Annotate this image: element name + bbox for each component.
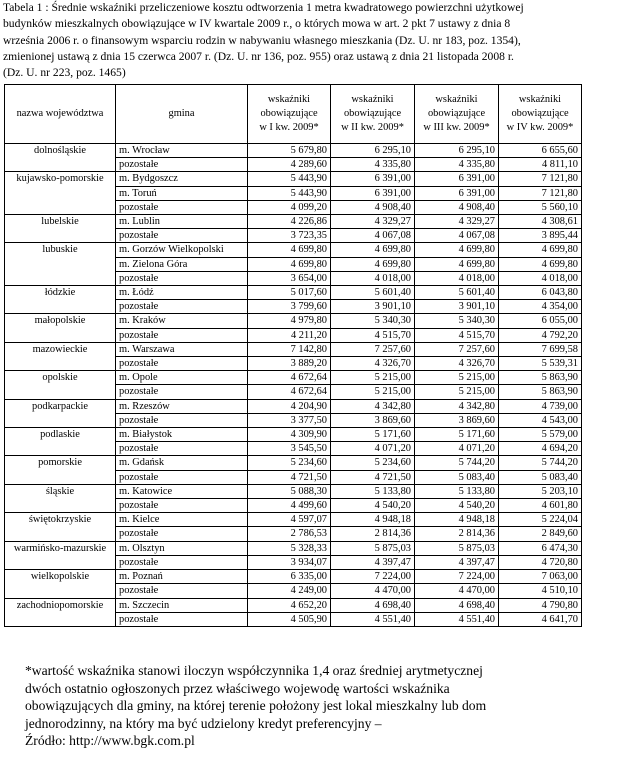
value-cell-q3: 4 397,47 xyxy=(415,555,499,569)
gmina-cell: m. Łódź xyxy=(116,286,248,300)
value-cell-q4: 5 560,10 xyxy=(499,200,582,214)
gmina-cell: m. Bydgoszcz xyxy=(116,172,248,186)
value-cell-q1: 4 652,20 xyxy=(248,598,331,612)
value-cell-q2: 3 901,10 xyxy=(331,300,415,314)
value-cell-q1: 5 443,90 xyxy=(248,186,331,200)
voivodeship-cell: dolnośląskie xyxy=(5,144,116,172)
value-cell-q2: 5 215,00 xyxy=(331,371,415,385)
footnote xyxy=(25,662,635,732)
value-cell-q3: 5 133,80 xyxy=(415,484,499,498)
value-cell-q2: 4 342,80 xyxy=(331,399,415,413)
value-cell-q3: 3 869,60 xyxy=(415,413,499,427)
value-cell-q2: 4 699,80 xyxy=(331,243,415,257)
value-cell-q1: 5 328,33 xyxy=(248,541,331,555)
source-line: Źródło: http://www.bgk.com.pl xyxy=(25,733,195,748)
table-row xyxy=(5,541,582,555)
gmina-cell: m. Kraków xyxy=(116,314,248,328)
value-cell-q1: 2 786,53 xyxy=(248,527,331,541)
voivodeship-cell: lubuskie xyxy=(5,243,116,286)
value-cell-q4: 4 018,00 xyxy=(499,271,582,285)
value-cell-q4: 7 063,00 xyxy=(499,570,582,584)
gmina-cell: m. Poznań xyxy=(116,570,248,584)
value-cell-q1: 4 249,00 xyxy=(248,584,331,598)
value-cell-q4: 5 083,40 xyxy=(499,470,582,484)
value-cell-q1: 7 142,80 xyxy=(248,342,331,356)
value-cell-q1: 5 088,30 xyxy=(248,484,331,498)
value-cell-q4: 2 849,60 xyxy=(499,527,582,541)
value-cell-q4: 5 203,10 xyxy=(499,484,582,498)
value-cell-q3: 4 329,27 xyxy=(415,215,499,229)
value-cell-q2: 4 018,00 xyxy=(331,271,415,285)
value-cell-q4: 4 792,20 xyxy=(499,328,582,342)
value-cell-q2: 6 295,10 xyxy=(331,144,415,158)
value-cell-q1: 5 679,80 xyxy=(248,144,331,158)
header-q2 xyxy=(331,85,415,144)
value-cell-q2: 4 908,40 xyxy=(331,200,415,214)
gmina-cell: m. Gdańsk xyxy=(116,456,248,470)
value-cell-q2: 4 470,00 xyxy=(331,584,415,598)
header-gmina: gmina xyxy=(116,85,248,144)
value-cell-q3: 5 083,40 xyxy=(415,470,499,484)
voivodeship-cell: małopolskie xyxy=(5,314,116,342)
value-cell-q4: 7 121,80 xyxy=(499,186,582,200)
value-cell-q4: 4 699,80 xyxy=(499,243,582,257)
gmina-cell: pozostałe xyxy=(116,200,248,214)
value-cell-q3: 4 018,00 xyxy=(415,271,499,285)
voivodeship-cell: podkarpackie xyxy=(5,399,116,427)
value-cell-q3: 5 215,00 xyxy=(415,371,499,385)
gmina-cell: pozostałe xyxy=(116,527,248,541)
value-cell-q2: 6 391,00 xyxy=(331,186,415,200)
value-cell-q2: 4 721,50 xyxy=(331,470,415,484)
value-cell-q2: 3 869,60 xyxy=(331,413,415,427)
caption-line: zmienionej ustawą z dnia 15 czerwca 2007 r. (Dz. U. nr 136, poz. 955) oraz ustawą z dnia 21 listopada 2008 r. xyxy=(3,49,514,63)
value-cell-q1: 4 721,50 xyxy=(248,470,331,484)
gmina-cell: pozostałe xyxy=(116,300,248,314)
value-cell-q4: 4 543,00 xyxy=(499,413,582,427)
gmina-cell: pozostałe xyxy=(116,499,248,513)
gmina-cell: pozostałe xyxy=(116,612,248,626)
gmina-cell: m. Gorzów Wielkopolski xyxy=(116,243,248,257)
value-cell-q3: 2 814,36 xyxy=(415,527,499,541)
header-voivodeship: nazwa województwa xyxy=(5,85,116,144)
gmina-cell: m. Rzeszów xyxy=(116,399,248,413)
value-cell-q3: 3 901,10 xyxy=(415,300,499,314)
value-cell-q4: 4 811,10 xyxy=(499,158,582,172)
footnote-line: jednorodzinny, na który ma być udzielony kredyt preferencyjny – xyxy=(25,715,382,731)
value-cell-q2: 4 948,18 xyxy=(331,513,415,527)
value-cell-q3: 5 171,60 xyxy=(415,428,499,442)
value-cell-q2: 4 335,80 xyxy=(331,158,415,172)
voivodeship-cell: pomorskie xyxy=(5,456,116,484)
header-q2-line: wskaźniki xyxy=(351,94,394,105)
voivodeship-cell: podlaskie xyxy=(5,428,116,456)
value-cell-q1: 5 234,60 xyxy=(248,456,331,470)
gmina-cell: m. Opole xyxy=(116,371,248,385)
header-q3-line: obowiązujące xyxy=(427,108,486,119)
value-cell-q4: 4 739,00 xyxy=(499,399,582,413)
header-q1-line: w I kw. 2009* xyxy=(259,122,319,133)
value-cell-q3: 5 744,20 xyxy=(415,456,499,470)
gmina-cell: pozostałe xyxy=(116,442,248,456)
value-cell-q3: 4 908,40 xyxy=(415,200,499,214)
gmina-cell: m. Zielona Góra xyxy=(116,257,248,271)
value-cell-q3: 4 470,00 xyxy=(415,584,499,598)
table-caption xyxy=(3,0,640,81)
gmina-cell: m. Katowice xyxy=(116,484,248,498)
value-cell-q3: 6 391,00 xyxy=(415,186,499,200)
gmina-cell: pozostałe xyxy=(116,357,248,371)
header-q3-line: wskaźniki xyxy=(435,94,478,105)
table-row xyxy=(5,144,582,158)
value-cell-q2: 4 326,70 xyxy=(331,357,415,371)
footnote-line: *wartość wskaźnika stanowi iloczyn współczynnika 1,4 oraz średniej arytmetycznej xyxy=(25,663,483,678)
value-cell-q2: 5 875,03 xyxy=(331,541,415,555)
header-q2-line: obowiązujące xyxy=(343,108,402,119)
value-cell-q1: 3 377,50 xyxy=(248,413,331,427)
value-cell-q3: 5 601,40 xyxy=(415,286,499,300)
value-cell-q1: 4 499,60 xyxy=(248,499,331,513)
value-cell-q4: 4 694,20 xyxy=(499,442,582,456)
table-row xyxy=(5,172,582,186)
value-cell-q2: 4 699,80 xyxy=(331,257,415,271)
value-cell-q2: 4 397,47 xyxy=(331,555,415,569)
value-cell-q3: 4 515,70 xyxy=(415,328,499,342)
value-cell-q2: 6 391,00 xyxy=(331,172,415,186)
value-cell-q2: 7 257,60 xyxy=(331,342,415,356)
value-cell-q4: 6 474,30 xyxy=(499,541,582,555)
gmina-cell: m. Toruń xyxy=(116,186,248,200)
gmina-cell: m. Lublin xyxy=(116,215,248,229)
header-q4 xyxy=(499,85,582,144)
value-cell-q1: 3 654,00 xyxy=(248,271,331,285)
voivodeship-cell: świętokrzyskie xyxy=(5,513,116,541)
value-cell-q3: 4 342,80 xyxy=(415,399,499,413)
value-cell-q4: 4 641,70 xyxy=(499,612,582,626)
value-cell-q3: 5 875,03 xyxy=(415,541,499,555)
value-cell-q3: 5 215,00 xyxy=(415,385,499,399)
value-cell-q1: 4 211,20 xyxy=(248,328,331,342)
voivodeship-cell: łódzkie xyxy=(5,286,116,314)
caption-line: (Dz. U. nr 223, poz. 1465) xyxy=(3,66,126,80)
value-cell-q1: 3 799,60 xyxy=(248,300,331,314)
value-cell-q2: 5 234,60 xyxy=(331,456,415,470)
voivodeship-cell: lubelskie xyxy=(5,215,116,243)
voivodeship-cell: opolskie xyxy=(5,371,116,399)
value-cell-q3: 6 295,10 xyxy=(415,144,499,158)
footnote-line: dwóch ostatnio ogłoszonych przez właściwego wojewodę wartości wskaźnika xyxy=(25,680,450,696)
footnote-line: obowiązujących dla gminy, na której terenie położony jest lokal mieszkalny lub dom xyxy=(25,698,487,713)
value-cell-q3: 4 067,08 xyxy=(415,229,499,243)
value-cell-q2: 4 551,40 xyxy=(331,612,415,626)
value-cell-q1: 3 934,07 xyxy=(248,555,331,569)
value-cell-q4: 4 601,80 xyxy=(499,499,582,513)
header-q4-line: wskaźniki xyxy=(518,94,562,105)
value-cell-q3: 4 335,80 xyxy=(415,158,499,172)
value-cell-q1: 5 017,60 xyxy=(248,286,331,300)
table-row xyxy=(5,456,582,470)
value-cell-q1: 4 979,80 xyxy=(248,314,331,328)
value-cell-q4: 7 121,80 xyxy=(499,172,582,186)
value-cell-q1: 4 699,80 xyxy=(248,243,331,257)
value-cell-q1: 3 545,50 xyxy=(248,442,331,456)
value-cell-q1: 6 335,00 xyxy=(248,570,331,584)
value-cell-q1: 4 699,80 xyxy=(248,257,331,271)
table-body xyxy=(5,144,582,627)
table-row xyxy=(5,314,582,328)
voivodeship-cell: mazowieckie xyxy=(5,342,116,370)
value-cell-q3: 4 551,40 xyxy=(415,612,499,626)
gmina-cell: m. Szczecin xyxy=(116,598,248,612)
table-row xyxy=(5,428,582,442)
value-cell-q1: 4 672,64 xyxy=(248,385,331,399)
header-row xyxy=(5,85,582,144)
gmina-cell: m. Wrocław xyxy=(116,144,248,158)
table-row xyxy=(5,484,582,498)
value-cell-q4: 4 354,00 xyxy=(499,300,582,314)
value-cell-q2: 5 215,00 xyxy=(331,385,415,399)
header-q1 xyxy=(248,85,331,144)
table-row xyxy=(5,215,582,229)
value-cell-q2: 4 071,20 xyxy=(331,442,415,456)
table-row xyxy=(5,371,582,385)
value-cell-q4: 4 699,80 xyxy=(499,257,582,271)
header-q3-line: w III kw. 2009* xyxy=(423,122,490,133)
gmina-cell: m. Białystok xyxy=(116,428,248,442)
caption-line: Tabela 1 : Średnie wskaźniki przeliczeniowe kosztu odtworzenia 1 metra kwadratowego powierzchni użytkowej xyxy=(3,1,524,14)
value-cell-q1: 5 443,90 xyxy=(248,172,331,186)
gmina-cell: pozostałe xyxy=(116,413,248,427)
value-cell-q2: 5 340,30 xyxy=(331,314,415,328)
value-cell-q1: 4 289,60 xyxy=(248,158,331,172)
value-cell-q2: 4 698,40 xyxy=(331,598,415,612)
caption-line: budynków mieszkalnych obowiązujące w IV kwartale 2009 r., o których mowa w art. 2 pkt 7 ustawy z dnia 8 xyxy=(3,17,511,31)
header-q3 xyxy=(415,85,499,144)
value-cell-q3: 4 948,18 xyxy=(415,513,499,527)
value-cell-q4: 4 790,80 xyxy=(499,598,582,612)
value-cell-q3: 4 699,80 xyxy=(415,243,499,257)
coefficients-table xyxy=(4,84,582,627)
value-cell-q3: 4 699,80 xyxy=(415,257,499,271)
gmina-cell: pozostałe xyxy=(116,229,248,243)
value-cell-q1: 4 204,90 xyxy=(248,399,331,413)
gmina-cell: m. Kielce xyxy=(116,513,248,527)
value-cell-q3: 6 391,00 xyxy=(415,172,499,186)
value-cell-q1: 4 309,90 xyxy=(248,428,331,442)
value-cell-q1: 4 505,90 xyxy=(248,612,331,626)
value-cell-q2: 2 814,36 xyxy=(331,527,415,541)
header-q1-line: wskaźniki xyxy=(267,94,311,105)
table-row xyxy=(5,598,582,612)
table-row xyxy=(5,286,582,300)
value-cell-q3: 4 326,70 xyxy=(415,357,499,371)
value-cell-q4: 7 699,58 xyxy=(499,342,582,356)
gmina-cell: pozostałe xyxy=(116,158,248,172)
value-cell-q3: 4 540,20 xyxy=(415,499,499,513)
gmina-cell: pozostałe xyxy=(116,328,248,342)
value-cell-q2: 5 601,40 xyxy=(331,286,415,300)
header-q1-line: obowiązujące xyxy=(260,108,318,119)
gmina-cell: m. Olsztyn xyxy=(116,541,248,555)
voivodeship-cell: kujawsko-pomorskie xyxy=(5,172,116,215)
voivodeship-cell: śląskie xyxy=(5,484,116,512)
value-cell-q4: 6 043,80 xyxy=(499,286,582,300)
value-cell-q4: 5 863,90 xyxy=(499,385,582,399)
value-cell-q2: 5 133,80 xyxy=(331,484,415,498)
value-cell-q4: 4 510,10 xyxy=(499,584,582,598)
value-cell-q2: 5 171,60 xyxy=(331,428,415,442)
table-row xyxy=(5,243,582,257)
header-q4-line: w IV kw. 2009* xyxy=(506,122,574,133)
header-q4-line: obowiązujące xyxy=(511,108,569,119)
value-cell-q4: 6 055,00 xyxy=(499,314,582,328)
caption-line: września 2006 r. o finansowym wsparciu rodzin w nabywaniu własnego mieszkania (Dz. U. nr 183, poz. 1354), xyxy=(3,33,521,47)
value-cell-q3: 4 698,40 xyxy=(415,598,499,612)
voivodeship-cell: zachodniopomorskie xyxy=(5,598,116,626)
value-cell-q4: 5 224,04 xyxy=(499,513,582,527)
value-cell-q1: 4 099,20 xyxy=(248,200,331,214)
table-row xyxy=(5,513,582,527)
table-row xyxy=(5,342,582,356)
gmina-cell: pozostałe xyxy=(116,385,248,399)
gmina-cell: pozostałe xyxy=(116,271,248,285)
voivodeship-cell: warmińsko-mazurskie xyxy=(5,541,116,569)
value-cell-q4: 4 720,80 xyxy=(499,555,582,569)
value-cell-q2: 4 540,20 xyxy=(331,499,415,513)
value-cell-q3: 7 257,60 xyxy=(415,342,499,356)
value-cell-q2: 4 329,27 xyxy=(331,215,415,229)
value-cell-q4: 3 895,44 xyxy=(499,229,582,243)
value-cell-q2: 4 067,08 xyxy=(331,229,415,243)
value-cell-q3: 4 071,20 xyxy=(415,442,499,456)
value-cell-q1: 3 889,20 xyxy=(248,357,331,371)
table-row xyxy=(5,399,582,413)
value-cell-q3: 7 224,00 xyxy=(415,570,499,584)
value-cell-q3: 5 340,30 xyxy=(415,314,499,328)
value-cell-q1: 4 597,07 xyxy=(248,513,331,527)
value-cell-q1: 4 672,64 xyxy=(248,371,331,385)
value-cell-q4: 5 744,20 xyxy=(499,456,582,470)
header-q2-line: w II kw. 2009* xyxy=(341,122,404,133)
value-cell-q4: 5 579,00 xyxy=(499,428,582,442)
value-cell-q1: 4 226,86 xyxy=(248,215,331,229)
gmina-cell: pozostałe xyxy=(116,555,248,569)
value-cell-q1: 3 723,35 xyxy=(248,229,331,243)
table-row xyxy=(5,570,582,584)
voivodeship-cell: wielkopolskie xyxy=(5,570,116,598)
gmina-cell: m. Warszawa xyxy=(116,342,248,356)
value-cell-q4: 4 308,61 xyxy=(499,215,582,229)
value-cell-q2: 7 224,00 xyxy=(331,570,415,584)
value-cell-q2: 4 515,70 xyxy=(331,328,415,342)
value-cell-q4: 6 655,60 xyxy=(499,144,582,158)
value-cell-q4: 5 863,90 xyxy=(499,371,582,385)
gmina-cell: pozostałe xyxy=(116,584,248,598)
value-cell-q4: 5 539,31 xyxy=(499,357,582,371)
gmina-cell: pozostałe xyxy=(116,470,248,484)
